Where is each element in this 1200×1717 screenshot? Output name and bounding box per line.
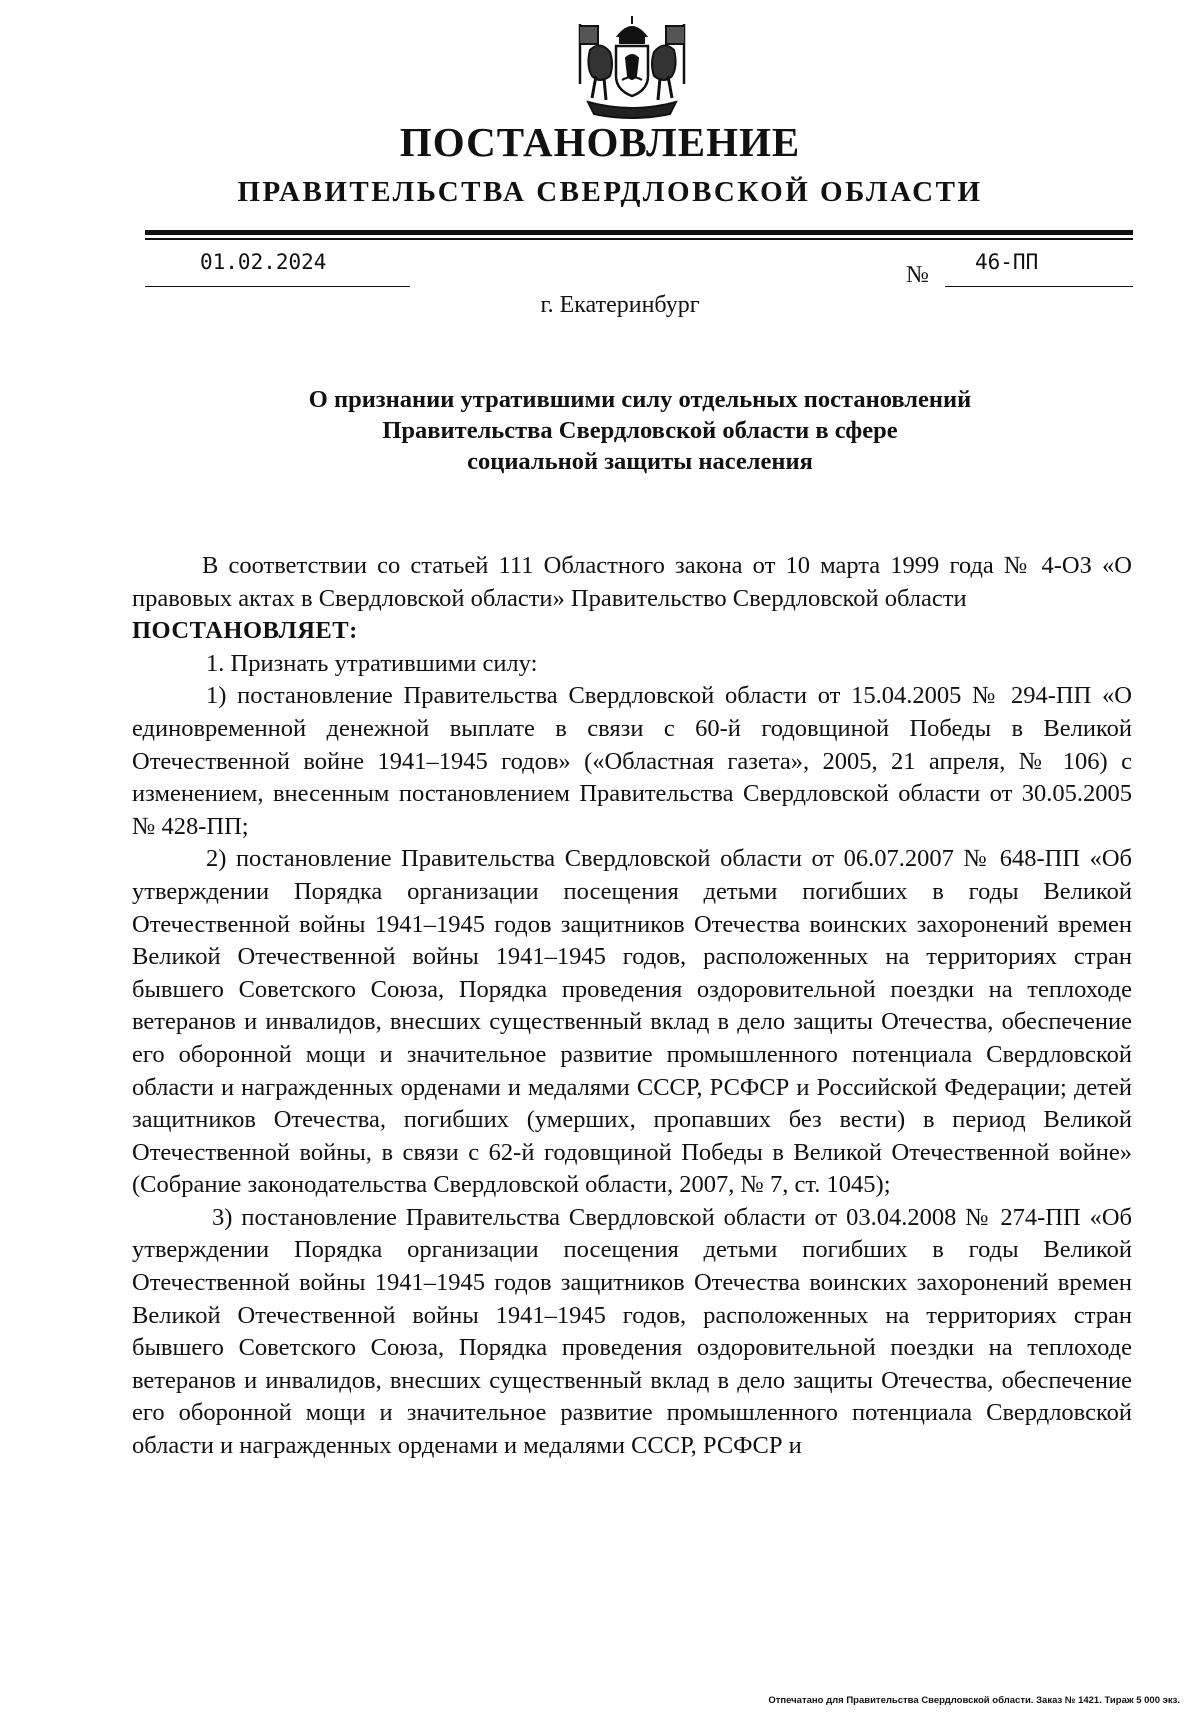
document-kind-heading: ПОСТАНОВЛЕНИЕ bbox=[399, 119, 801, 165]
document-number: 46-ПП bbox=[975, 250, 1039, 274]
number-sign: № bbox=[906, 262, 929, 288]
document-date: 01.02.2024 bbox=[200, 250, 327, 274]
title-line: социальной защиты населения bbox=[467, 448, 813, 475]
clause-1: 1. Признать утратившими силу: bbox=[206, 649, 538, 677]
title-line: О признании утратившими силу отдельных постановлений bbox=[308, 386, 972, 413]
document-title bbox=[160, 384, 1120, 477]
document-body bbox=[132, 550, 1132, 1463]
print-footer: Отпечатано для Правительства Свердловской области. Заказ № 1421. Тираж 5 000 экз. bbox=[768, 1695, 1180, 1706]
city: г. Екатеринбург bbox=[540, 292, 700, 318]
repealed-item-2: 2) постановление Правительства Свердловской области от 06.07.2007 № 648-ПП «Об утверждении Порядка организации посещения детьми погибших в годы Великой Отечественной войны 1941–1945 годов защитников Отечества воинских захоронений времен Великой Отечественной войны 1941–1945 годов, расположенных на территориях стран бывшего Советского Союза, Порядка проведения оздоровительной поездки на теплоходе ветеранов и инвалидов, внесших существенный вклад в дело защиты Отечества, обеспечение его оборонной мощи и значительное развитие промышленного потенциала Свердловской области и награжденных орденами и медалями СССР, РСФСР и Российской Федерации; детей защитников Отечества, погибших (умерших, пропавших без вести) в период Великой Отечественной войны, в связи с 62-й годовщиной Победы в Великой Отечественной войне» (Собрание законодательства Свердловской области, 2007, № 7, ст. 1045); bbox=[132, 845, 1132, 1199]
repealed-item-3: 3) постановление Правительства Свердловской области от 03.04.2008 № 274-ПП «Об утверждении Порядка организации посещения детьми погибших в годы Великой Отечественной войны 1941–1945 годов защитников Отечества воинских захоронений времен Великой Отечественной войны 1941–1945 годов, расположенных на территориях стран бывшего Советского Союза, Порядка проведения оздоровительной поездки на теплоходе ветеранов и инвалидов, внесших существенный вклад в дело защиты Отечества, обеспечение его оборонной мощи и значительное развитие промышленного потенциала Свердловской области и награжденных орденами и медалями СССР, РСФСР и bbox=[132, 1203, 1132, 1460]
header-divider-thin bbox=[145, 238, 1133, 240]
number-field bbox=[945, 248, 1133, 287]
issuing-authority: ПРАВИТЕЛЬСТВА СВЕРДЛОВСКОЙ ОБЛАСТИ bbox=[237, 176, 983, 208]
repealed-item-1: 1) постановление Правительства Свердловской области от 15.04.2005 № 294-ПП «О единовременной денежной выплате в связи с 60-й годовщиной Победы в Великой Отечественной войне 1941–1945 годов» («Областная газета», 2005, 21 апреля, № 106) с изменением, внесенным постановлением Правительства Свердловской области от 30.05.2005 № 428-ПП; bbox=[132, 682, 1132, 840]
decree-word: ПОСТАНОВЛЯЕТ: bbox=[132, 617, 358, 645]
title-line: Правительства Свердловской области в сфере bbox=[382, 417, 898, 444]
sverdlovsk-coat-of-arms-icon bbox=[570, 14, 694, 124]
preamble-paragraph: В соответствии со статьей 111 Областного закона от 10 марта 1999 года № 4-ОЗ «О правовых актах в Свердловской области» Правительство Свердловской области bbox=[132, 552, 1132, 612]
header-divider-thick bbox=[145, 230, 1133, 235]
date-field bbox=[145, 248, 410, 287]
